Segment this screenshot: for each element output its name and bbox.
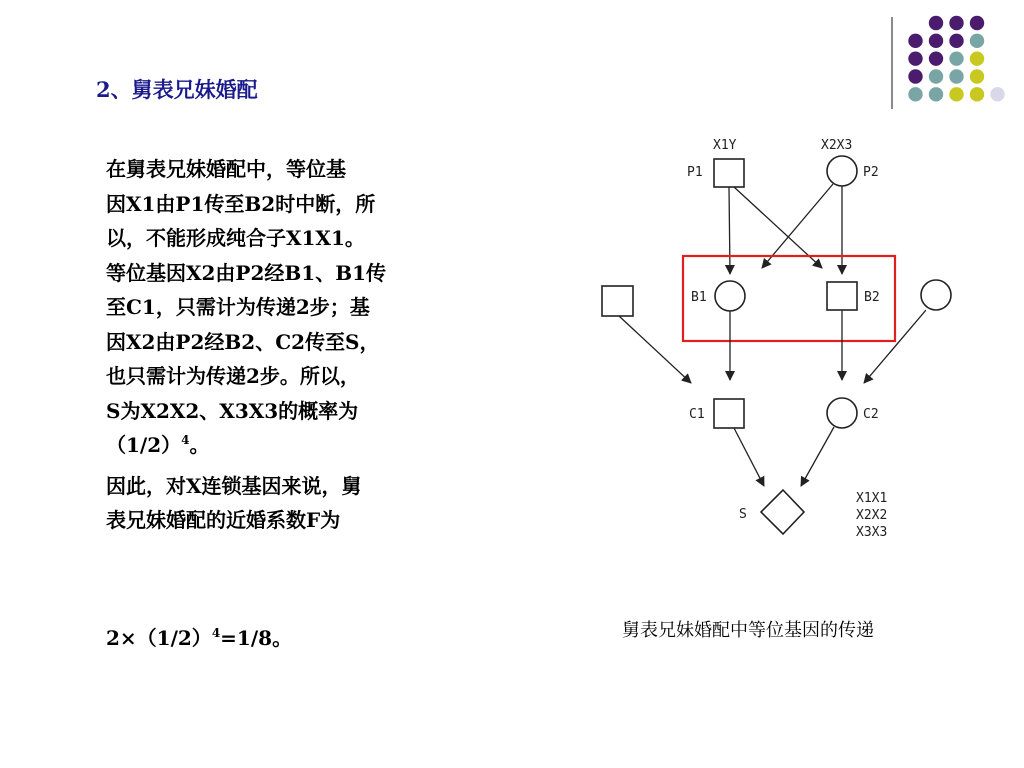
p2-female-circle [827, 156, 857, 186]
arrow-c2-s [801, 427, 834, 486]
c2-label: C2 [863, 407, 879, 422]
genotype-3: X3X3 [856, 525, 888, 540]
decor-dot [970, 34, 984, 48]
slide-title: 2、舅表兄妹婚配 [96, 77, 258, 102]
b2-label: B2 [864, 290, 880, 305]
formula [106, 622, 292, 651]
decor-dot [908, 87, 922, 101]
p1-label: P1 [687, 165, 703, 180]
s-label: S [739, 507, 747, 522]
arrow-p1-b1 [729, 187, 730, 274]
prob-end: 。 [189, 433, 210, 457]
b2-male-square [827, 282, 857, 310]
decor-dot [970, 51, 984, 65]
decor-dot [929, 69, 943, 83]
c2-female-circle [827, 398, 857, 428]
body-text [106, 152, 478, 538]
decor-dot [929, 51, 943, 65]
figure-caption: 舅表兄妹婚配中等位基因的传递 [622, 620, 874, 641]
probability-line [106, 428, 478, 463]
decor-dot [949, 69, 963, 83]
p1-male-square [714, 159, 744, 187]
decor-dot [970, 16, 984, 30]
body-line: 等位基因X2由P2经B1、B1传 [106, 260, 387, 285]
body-line: 在舅表兄妹婚配中，等位基 [106, 157, 346, 181]
decor-dot [970, 69, 984, 83]
formula-exponent: 4 [211, 626, 221, 640]
decorative-dots [908, 15, 1013, 110]
decor-dot [929, 87, 943, 101]
decor-dot [949, 87, 963, 101]
body-line: 至C1，只需计为传递2步；基 [106, 295, 370, 319]
genotype-2: X2X2 [856, 508, 888, 523]
pedigree-diagram [596, 128, 926, 548]
decor-dot [908, 34, 922, 48]
formula-base: 2×（1/2） [106, 626, 212, 650]
p2-label: P2 [863, 165, 879, 180]
body-line: 因X1由P1传至B2时中断，所 [106, 191, 376, 216]
decor-dot [949, 51, 963, 65]
formula-result: =1/8。 [220, 626, 293, 650]
right-spouse [918, 278, 954, 314]
body-line: 以，不能形成纯合子X1X1。 [106, 226, 365, 250]
spouse-female-circle [921, 280, 951, 310]
body-line: 因此，对X连锁基因来说，舅 [106, 473, 362, 498]
body-line: 表兄妹婚配的近婚系数F为 [106, 508, 341, 532]
decor-dot [949, 16, 963, 30]
body-line: S为X2X2、X3X3的概率为 [106, 398, 359, 423]
decor-dot [929, 34, 943, 48]
decor-dot [949, 34, 963, 48]
c1-male-square [714, 399, 744, 428]
decor-dot [908, 51, 922, 65]
arrow-spouse-c1 [619, 316, 691, 383]
header-divider [891, 17, 893, 109]
decor-dot [908, 69, 922, 83]
decor-dot [929, 16, 943, 30]
body-line: 也只需计为传递2步。所以， [106, 364, 360, 388]
body-line: 因X2由P2经B2、C2传至S， [106, 329, 380, 354]
decor-dot [970, 87, 984, 101]
b1-female-circle [715, 281, 745, 311]
p1-genotype: X1Y [713, 138, 737, 153]
prob-exponent: 4 [181, 433, 190, 447]
genotype-1: X1X1 [856, 491, 888, 506]
b1-label: B1 [691, 290, 707, 305]
c1-label: C1 [689, 407, 705, 422]
arrow-c1-s [734, 428, 764, 486]
p2-genotype: X2X3 [821, 138, 853, 153]
spouse-male-square [602, 286, 633, 316]
prob-base: （1/2） [106, 433, 182, 457]
decor-dot [990, 87, 1004, 101]
s-diamond [761, 490, 804, 534]
